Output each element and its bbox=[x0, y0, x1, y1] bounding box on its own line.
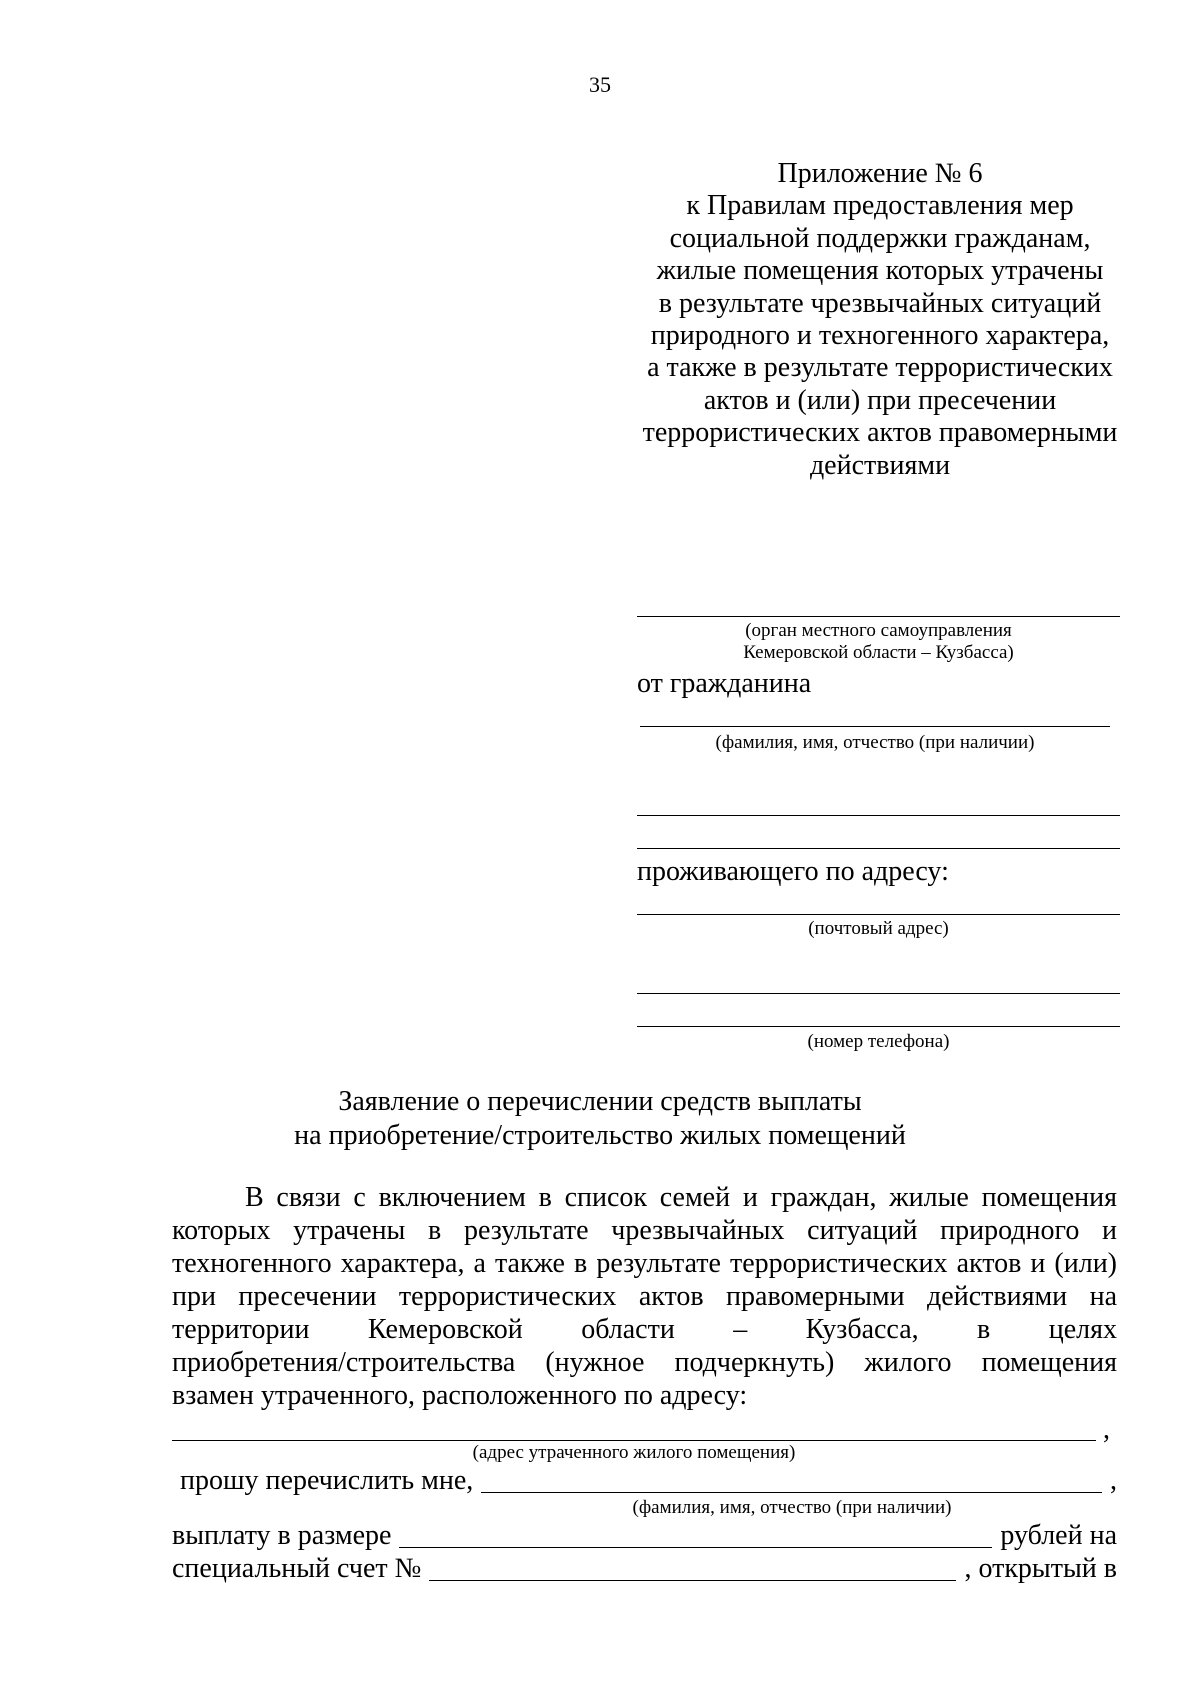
page-number: 35 bbox=[589, 72, 611, 97]
paragraph-line: приобретения/строительства (нужное подчеркнуть) жилого помещения bbox=[172, 1347, 1117, 1378]
recipient-comma: , bbox=[1110, 1465, 1117, 1496]
payment-amount-row bbox=[172, 1520, 1117, 1552]
paragraph-line: территории Кемеровской области – Кузбасса, в целях bbox=[172, 1314, 1117, 1345]
residing-label: проживающего по адресу: bbox=[637, 856, 949, 887]
citizen-fio-caption: (фамилия, имя, отчество (при наличии) bbox=[715, 732, 1035, 753]
paragraph-line: при пресечении террористических актов правомерными действиями на bbox=[172, 1281, 1117, 1312]
phone-caption: (номер телефона) bbox=[807, 1031, 950, 1052]
payment-amount-label: выплату в размере bbox=[172, 1520, 392, 1551]
paragraph-line: которых утрачены в результате чрезвычайных ситуаций природного и bbox=[172, 1215, 1117, 1246]
appendix-line: социальной поддержки гражданам, bbox=[669, 222, 1091, 254]
authority-caption-1: (орган местного самоуправления bbox=[745, 620, 1012, 641]
special-account-label: специальный счет № bbox=[172, 1553, 422, 1584]
postal-address-caption: (почтовый адрес) bbox=[808, 918, 949, 939]
lost-address-line[interactable] bbox=[172, 1440, 1096, 1441]
phone-line-2[interactable] bbox=[637, 1026, 1120, 1027]
payment-amount-line[interactable] bbox=[399, 1523, 992, 1548]
authority-caption-2: Кемеровской области – Кузбасса) bbox=[743, 642, 1014, 663]
paragraph-line: взамен утраченного, расположенного по адресу: bbox=[172, 1380, 748, 1411]
phone-line-1[interactable] bbox=[637, 993, 1120, 994]
opened-in-label: , открытый в bbox=[964, 1553, 1117, 1584]
statement-title bbox=[0, 1085, 1200, 1153]
appendix-line: Приложение № 6 bbox=[777, 158, 983, 189]
appendix-header bbox=[630, 158, 1130, 482]
transfer-request-row bbox=[180, 1465, 1117, 1497]
statement-title-line: Заявление о перечислении средств выплаты bbox=[338, 1086, 862, 1117]
from-citizen-label: от гражданина bbox=[637, 668, 812, 699]
paragraph-line: техногенного характера, а также в результате террористических актов и (или) bbox=[172, 1248, 1117, 1279]
appendix-line: в результате чрезвычайных ситуаций bbox=[658, 287, 1102, 319]
postal-address-line[interactable] bbox=[637, 914, 1120, 915]
appendix-line: действиями bbox=[809, 449, 951, 481]
appendix-line: жилые помещения которых утрачены bbox=[656, 255, 1104, 287]
special-account-line[interactable] bbox=[429, 1556, 956, 1581]
recipient-fio-caption: (фамилия, имя, отчество (при наличии) bbox=[632, 1497, 952, 1518]
lost-address-caption: (адрес утраченного жилого помещения) bbox=[472, 1442, 796, 1463]
transfer-request-label: прошу перечислить мне, bbox=[180, 1465, 474, 1496]
appendix-line: к Правилам предоставления мер bbox=[686, 190, 1074, 222]
appendix-line: актов и (или) при пресечении bbox=[703, 384, 1057, 416]
appendix-line: террористических актов правомерными bbox=[642, 417, 1118, 449]
authority-field-line[interactable] bbox=[637, 616, 1120, 617]
lost-address-comma: , bbox=[1103, 1414, 1110, 1445]
appendix-line: природного и техногенного характера, bbox=[650, 320, 1110, 352]
paragraph-line: В связи с включением в список семей и граждан, жилые помещения bbox=[245, 1182, 1117, 1213]
rubles-label: рублей на bbox=[1000, 1520, 1117, 1551]
special-account-row bbox=[172, 1553, 1117, 1585]
citizen-extra-line-2[interactable] bbox=[637, 848, 1120, 849]
recipient-fio-line[interactable] bbox=[481, 1468, 1102, 1493]
appendix-line: а также в результате террористических bbox=[647, 352, 1113, 384]
citizen-extra-line-1[interactable] bbox=[637, 815, 1120, 816]
citizen-fio-line[interactable] bbox=[640, 726, 1110, 727]
statement-title-line: на приобретение/строительство жилых помещений bbox=[294, 1120, 906, 1151]
